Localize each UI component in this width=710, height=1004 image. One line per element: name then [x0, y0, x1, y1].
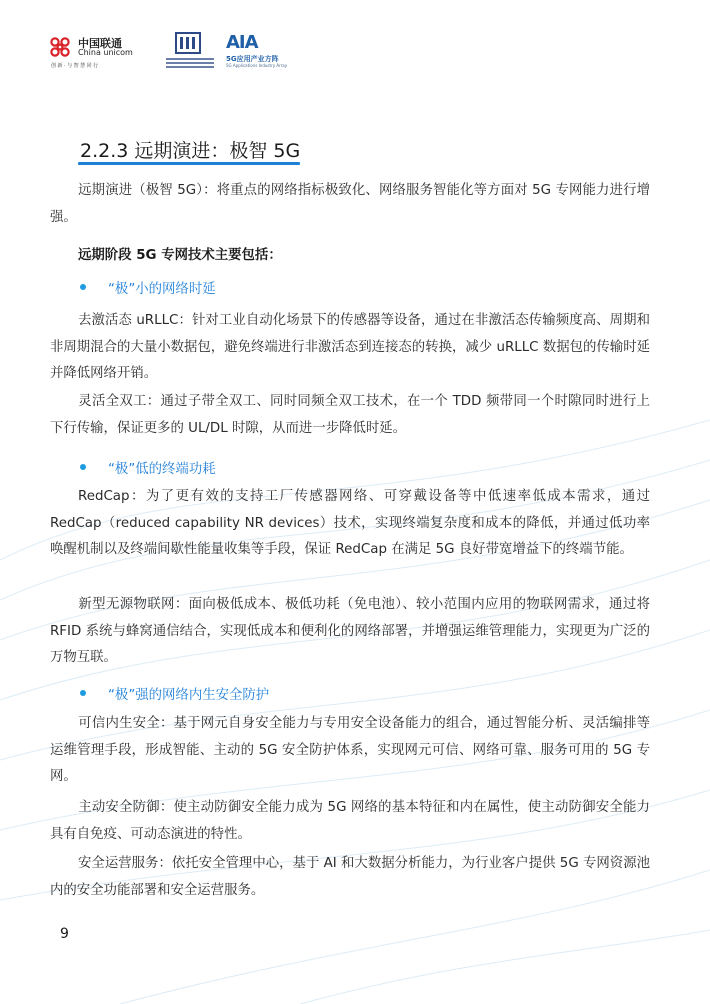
bullet-heading — [80, 278, 216, 297]
body-paragraph — [50, 308, 650, 388]
aia-wordmark: AIA — [226, 32, 258, 53]
caict-emblem-icon — [175, 32, 201, 54]
bullet-dot-icon — [80, 464, 86, 470]
caict-logo — [162, 32, 218, 70]
bullet-heading — [80, 684, 269, 703]
aia-name-cn: 5G应用产业方阵 — [226, 55, 279, 63]
paragraph-text: 灵活全双工：通过子带全双工、同时同频全双工技术，在一个 TDD 频带同一个时隙同时进行上下行传输，保证更多的 UL/DL 时隙，从而进一步降低时延。 — [50, 394, 650, 436]
section-heading: 2.2.3 远期演进：极智 5G — [80, 140, 301, 162]
china-unicom-name-cn: 中国联通 — [78, 37, 122, 50]
paragraph-text: 主动安全防御：使主动防御安全能力成为 5G 网络的基本特征和内在属性，使主动防御安全能力具有自免疫、可动态演进的特性。 — [50, 800, 650, 842]
body-paragraph — [50, 592, 650, 672]
bullet-title: “极”强的网络内生安全防护 — [108, 688, 270, 703]
body-paragraph — [50, 389, 650, 442]
heading-underline — [78, 162, 300, 165]
china-unicom-slogan: 创新·与智慧同行 — [51, 63, 100, 69]
china-unicom-name-en: China unicom — [78, 48, 133, 57]
bullet-heading — [80, 458, 216, 477]
china-unicom-knot-icon — [48, 35, 72, 59]
lead-text: 远期阶段 5G 专网技术主要包括： — [78, 248, 282, 263]
china-unicom-logo — [48, 32, 144, 70]
body-paragraph — [50, 851, 650, 904]
intro-text: 远期演进（极智 5G）：将重点的网络指标极致化、网络服务智能化等方面对 5G 专网能力进行增强。 — [50, 183, 650, 225]
body-paragraph — [50, 484, 650, 564]
aia-name-en: 5G Applications Industry Array — [226, 63, 288, 68]
paragraph-text: RedCap：为了更有效的支持工厂传感器网络、可穿戴设备等中低速率低成本需求，通过 RedCap（reduced capability NR devices）技术，实现终端复杂度和成本的降低，并通过低功率唤醒机制以及终端间歇性能量收集等手段，保证 RedCap 在满足 5G 良好带宽增益下的终端节能。 — [50, 489, 650, 557]
caict-caption-lines — [162, 56, 218, 70]
aia-logo — [226, 32, 292, 70]
paragraph-text: 安全运营服务：依托安全管理中心，基于 AI 和大数据分析能力，为行业客户提供 5G 专网资源池内的安全功能部署和安全运营服务。 — [50, 856, 650, 898]
body-paragraph — [50, 795, 650, 848]
intro-paragraph — [50, 178, 650, 231]
bullet-title: “极”低的终端功耗 — [108, 462, 216, 477]
paragraph-text: 去激活态 uRLLC：针对工业自动化场景下的传感器等设备，通过在非激活态传输频度高、周期和非周期混合的大量小数据包，避免终端进行非激活态到连接态的转换，减少 uRLLC 数据包的传输时延并降低网络开销。 — [50, 313, 650, 381]
bullet-title: “极”小的网络时延 — [108, 282, 216, 297]
body-paragraph — [50, 711, 650, 791]
page-number: 9 — [60, 926, 69, 942]
bullet-dot-icon — [80, 690, 86, 696]
paragraph-text: 新型无源物联网：面向极低成本、极低功耗（免电池）、较小范围内应用的物联网需求，通过将 RFID 系统与蜂窝通信结合，实现低成本和便利化的网络部署，并增强运维管理能力，实现更为广泛的万物互联。 — [50, 597, 650, 665]
paragraph-text: 可信内生安全：基于网元自身安全能力与专用安全设备能力的组合，通过智能分析、灵活编排等运维管理手段，形成智能、主动的 5G 安全防护体系，实现网元可信、网络可靠、服务可用的 5G 专网。 — [50, 716, 650, 784]
bullet-dot-icon — [80, 284, 86, 290]
